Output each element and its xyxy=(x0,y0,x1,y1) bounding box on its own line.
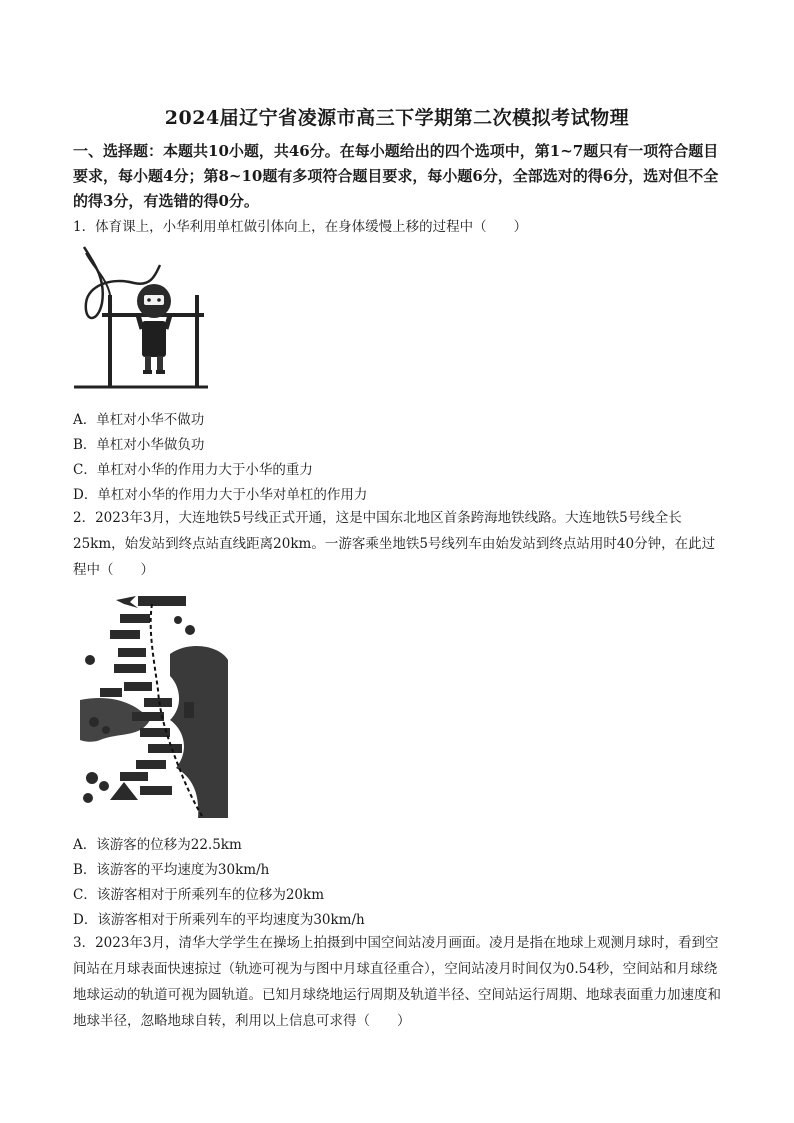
question-3-stem: 3．2023年3月，清华大学学生在操场上拍摄到中国空间站凌月画面。凌月是指在地球上观测月球时，看到空间站在月球表面快速掠过（轨迹可视为与图中月球直径重合），空间站凌月时间仅为0.54秒，空间站和月球绕地球运动的轨道可视为圆轨道。已知月球绕地运行周期及轨道半径、空间站运行周期、地球表面重力加速度和地球半径，忽略地球自转，利用以上信息可求得（ ） xyxy=(73,935,721,1029)
question-2-stem: 2．2023年3月，大连地铁5号线正式开通，这是中国东北地区首条跨海地铁线路。大连地铁5号线全长25km，始发站到终点站直线距离20km。一游客乘坐地铁5号线列车由始发站到终点站用时40分钟，在此过程中（ ） xyxy=(73,510,716,578)
question-2-option-d: D．该游客相对于所乘列车的平均速度为30km/h xyxy=(73,912,365,928)
person-face xyxy=(144,295,164,305)
person-body xyxy=(142,321,166,357)
metro-map-figure xyxy=(80,590,228,818)
question-1-stem: 1．体育课上，小华利用单杠做引体向上，在身体缓慢上移的过程中（ ） xyxy=(73,219,528,235)
question-1-option-b: B．单杠对小华做负功 xyxy=(73,437,205,453)
question-1-option-c: C．单杠对小华的作用力大于小华的重力 xyxy=(73,462,313,478)
section-header: 一、选择题：本题共10小题，共46分。在每小题给出的四个选项中，第1~7题只有一项符合题目要求，每小题4分；第8~10题有多项符合题目要求，每小题6分，全部选对的得6分，选对但不全的得3分，有选错的得0分。 xyxy=(73,142,719,210)
pull-up-figure xyxy=(72,243,210,391)
page-title: 2024届辽宁省凌源市高三下学期第二次模拟考试物理 xyxy=(164,107,630,129)
question-2-option-b: B．该游客的平均速度为30km/h xyxy=(73,862,270,878)
question-2-option-a: A．该游客的位移为22.5km xyxy=(73,837,242,853)
question-1-option-d: D．单杠对小华的作用力大于小华对单杠的作用力 xyxy=(73,487,368,503)
question-2-option-c: C．该游客相对于所乘列车的位移为20km xyxy=(73,887,324,903)
question-1-option-a: A．单杠对小华不做功 xyxy=(73,412,205,428)
